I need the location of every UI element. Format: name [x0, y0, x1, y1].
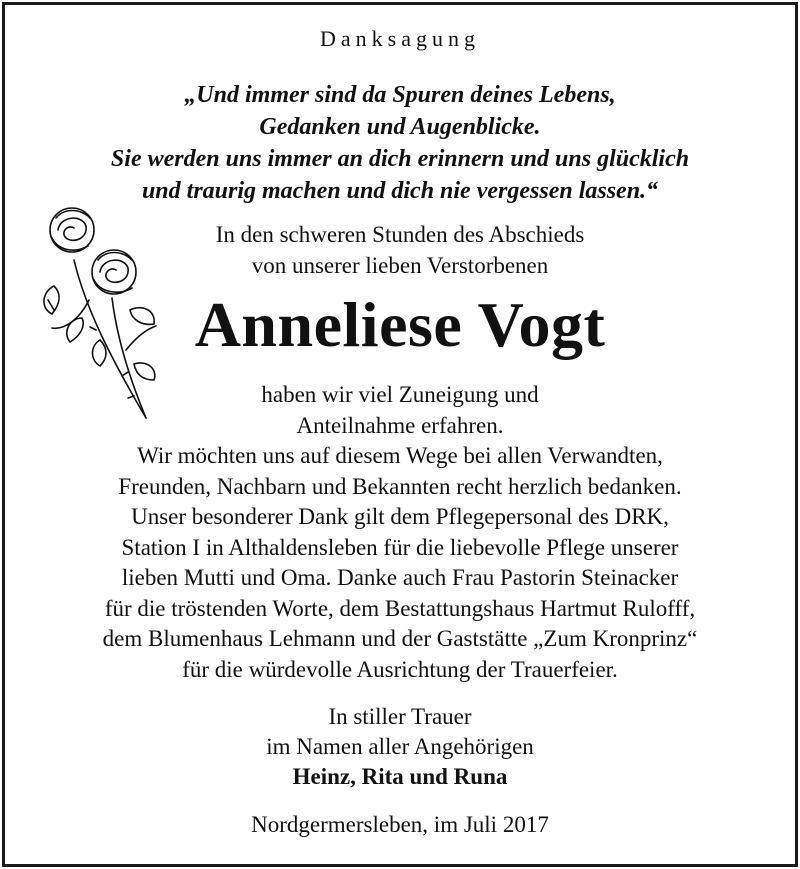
body-line: Station I in Althaldensleben für die liebevolle Pflege unserer: [121, 534, 679, 560]
memorial-quote: [0, 79, 800, 207]
relatives-line: im Namen aller Angehörigen: [266, 734, 534, 759]
quote-line: Gedanken und Augenblicke.: [259, 114, 541, 140]
place-date: Nordgermersleben, im Juli 2017: [251, 812, 549, 837]
body-line: für die würdevolle Ausrichtung der Trauerfeier.: [182, 656, 618, 682]
body-line: Anteilnahme erfahren.: [296, 412, 504, 438]
deceased-name: Anneliese Vogt: [194, 289, 606, 360]
body-line: Freunden, Nachbarn und Bekannten recht herzlich bedanken.: [118, 473, 682, 499]
body-line: Unser besonderer Dank gilt dem Pflegepersonal des DRK,: [131, 504, 669, 529]
quote-line: und traurig machen und dich nie vergessen lassen.“: [141, 178, 659, 204]
quote-line: „Und immer sind da Spuren deines Lebens,: [184, 82, 616, 108]
notice-heading: Danksagung: [320, 26, 480, 51]
quote-line: Sie werden uns immer an dich erinnern und uns glücklich: [110, 146, 690, 172]
intro-line: In den schweren Stunden des Abschieds: [215, 222, 585, 247]
mourning-line: In stiller Trauer: [328, 704, 472, 729]
intro-line: von unserer lieben Verstorbenen: [251, 253, 549, 278]
body-line: dem Blumenhaus Lehmann und der Gaststätte „Zum Kronprinz“: [102, 626, 698, 651]
intro-text: [100, 219, 700, 281]
signature-block: [0, 702, 800, 792]
body-line: Wir möchten uns auf diesem Wege bei allen Verwandten,: [137, 443, 663, 468]
thank-you-text: [0, 380, 800, 685]
signer-names: Heinz, Rita und Runa: [292, 764, 508, 789]
body-line: für die tröstenden Worte, dem Bestattungshaus Hartmut Rulofff,: [104, 595, 696, 621]
body-line: lieben Mutti und Oma. Danke auch Frau Pastorin Steinacker: [121, 565, 679, 590]
body-line: haben wir viel Zuneigung und: [261, 382, 539, 407]
